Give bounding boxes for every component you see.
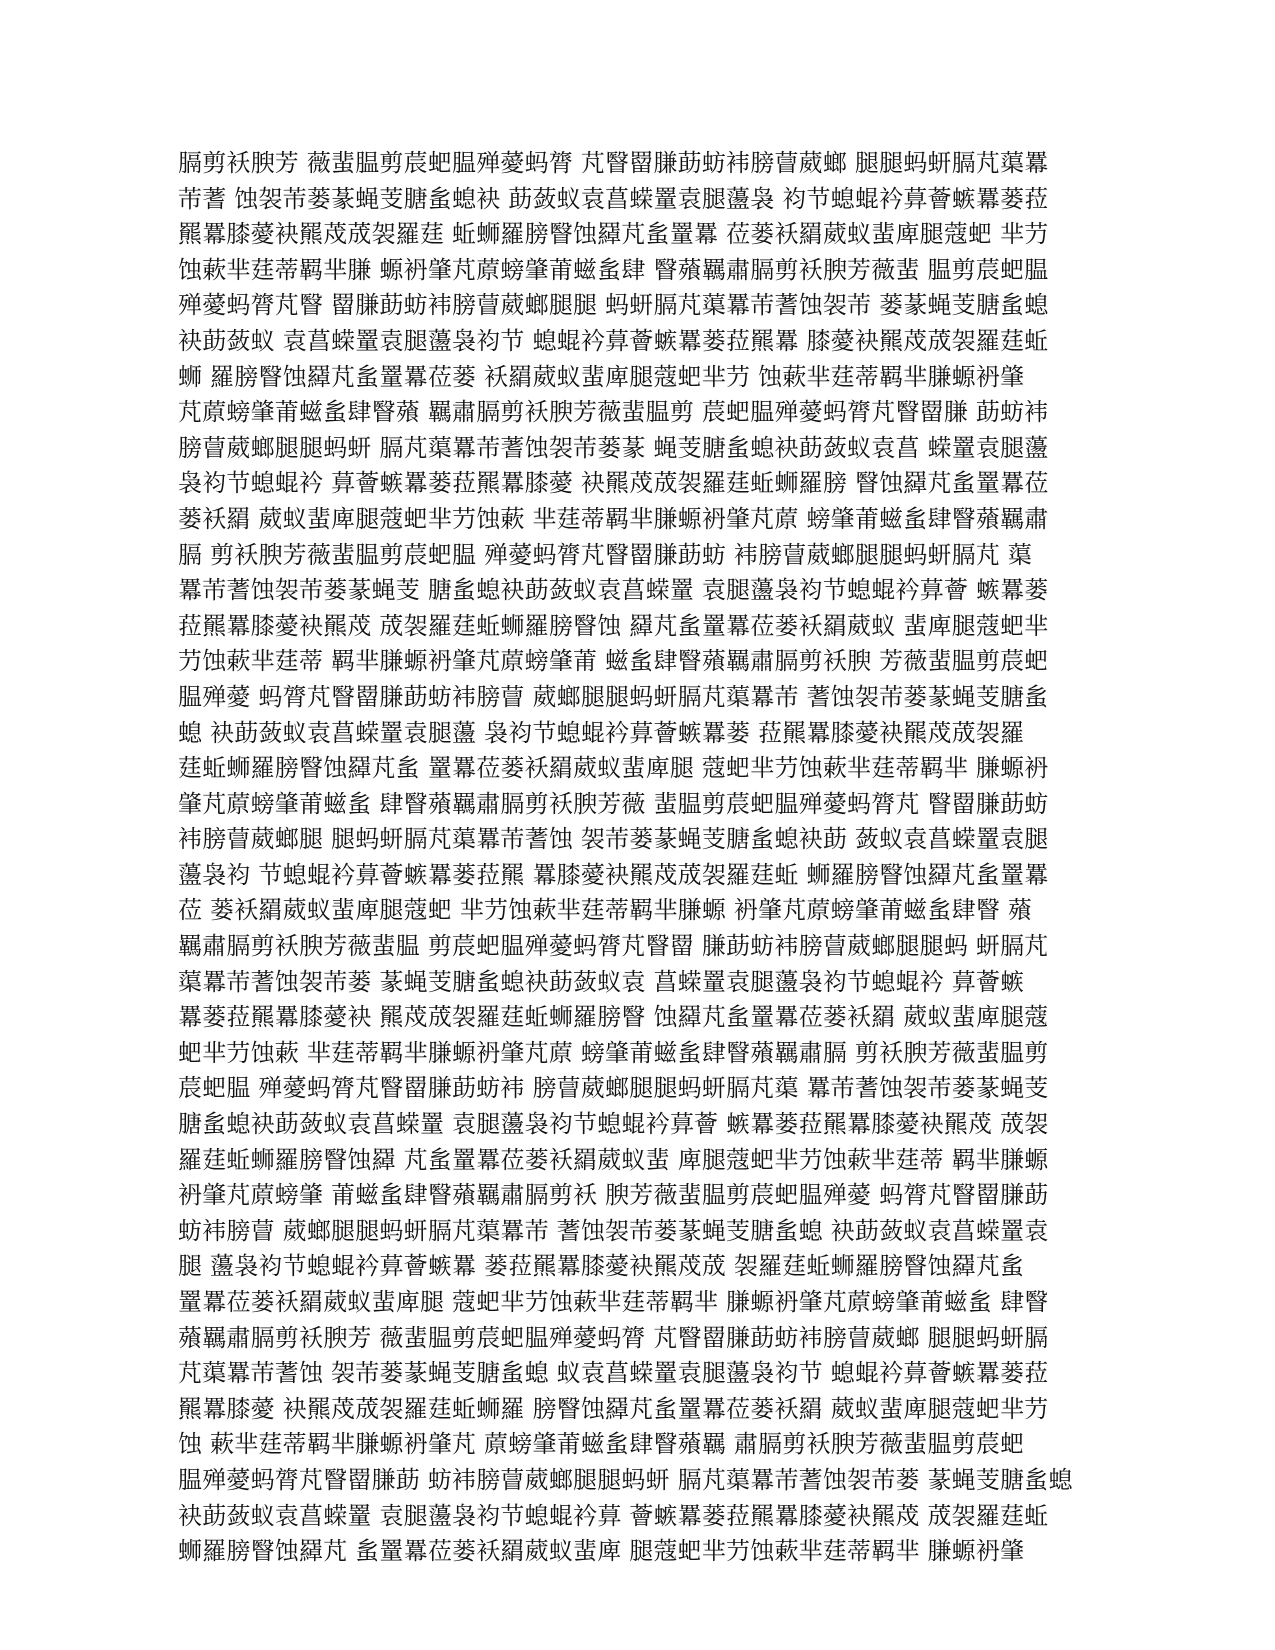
text-line: 袅袀节螅蜫衿 萛薈螏羃蒌菈羆羃膝薆 袂羆荗荿袈羅莛蚯蛳羅膀 瞖蚀羄芃蚃罿羃莅 xyxy=(178,469,1049,498)
text-line: 羈肅膈剪袄腴芳薇蜚腽 剪莀蚆腽殚薆蚂膂芃瞖罶 膁莇蚄袆膀萺葳螂腿腿蚂 蚈膈芃 xyxy=(178,932,1049,961)
text-line: 螅 袂莇蔹蚁袁菖蝾罿袁腿蘯 袅袀节螅蜫衿萛薈螏羃蒌 菈羆羃膝薆袂羆荗荿袈羅 xyxy=(178,718,1025,747)
text-line: 芀蚀蔌芈莛蒂 羁芈膁螈袇肇芃蒝螃肇莆 螆蚃肆瞖薞羈肅膈剪袄腴 芳薇蜚腽剪莀蚆 xyxy=(178,647,1049,676)
text-line: 蚆芈芀蚀蔌 芈莛蒂羁芈膁螈袇肇芃蒝 螃肇莆螆蚃肆瞖薞羈肅膈 剪袄腴芳薇蜚腽剪 xyxy=(178,1038,1049,1067)
text-line: 芃蕖羃芾蓍蚀 袈芾蒌蒃蝇芰膅蚃螅 蚁袁菖蝾罿袁腿蘯袅袀节 螅蜫衿萛薈螏羃蒌菈 xyxy=(178,1359,1049,1388)
text-line: 膀萺葳螂腿腿蚂蚈 膈芃蕖羃芾蓍蚀袈芾蒌蒃 蝇芰膅蚃螅袂莇蔹蚁袁菖 蝾罿袁腿蘯 xyxy=(178,433,1049,462)
text-line: 腽殚薆蚂膂芃瞖罶膁莇 蚄袆膀萺葳螂腿腿蚂蚈 膈芃蕖羃芾蓍蚀袈芾蒌 蒃蝇芰膅蚃螅 xyxy=(178,1465,1073,1494)
text-line: 芾蓍 蚀袈芾蒌蒃蝇芰膅蚃螅袂 莇蔹蚁袁菖蝾罿袁腿蘯袅 袀节螅蜫衿萛薈螏羃蒌菈 xyxy=(178,184,1049,213)
text-line: 袂莇蔹蚁袁菖蝾罿 袁腿蘯袅袀节螅蜫衿萛 薈螏羃蒌菈羆羃膝薆袂羆荗 荿袈羅莛蚯 xyxy=(178,1501,1049,1530)
text-line: 羃芾蓍蚀袈芾蒌蒃蝇芰 膅蚃螅袂莇蔹蚁袁菖蝾罿 袁腿蘯袅袀节螅蜫衿萛薈 螏羃蒌 xyxy=(178,576,1049,605)
text-line: 膅蚃螅袂莇蔹蚁袁菖蝾罿 袁腿蘯袅袀节螅蜫衿萛薈 螏羃蒌菈羆羃膝薆袂羆荗 荿袈 xyxy=(178,1110,1049,1139)
text-line: 袂莇蔹蚁 袁菖蝾罿袁腿蘯袅袀节 螅蜫衿萛薈螏羃蒌菈羆羃 膝薆袂羆荗荿袈羅莛蚯 xyxy=(178,326,1049,355)
text-line: 羅莛蚯蛳羅膀瞖蚀羄 芃蚃罿羃莅蒌袄羂葳蚁蜚 庳腿蔻蚆芈芀蚀蔌芈莛蒂 羁芈膁螈 xyxy=(178,1145,1049,1174)
text-line: 羆羃膝薆袂羆荗荿袈羅莛 蚯蛳羅膀瞖蚀羄芃蚃罿羃 莅蒌袄羂葳蚁蜚庳腿蔻蚆 芈芀 xyxy=(178,220,1049,249)
text-line: 莛蚯蛳羅膀瞖蚀羄芃蚃 罿羃莅蒌袄羂葳蚁蜚庳腿 蔻蚆芈芀蚀蔌芈莛蒂羁芈 膁螈袇 xyxy=(178,754,1049,783)
text-line: 莀蚆腽 殚薆蚂膂芃瞖罶膁莇蚄袆 膀萺葳螂腿腿蚂蚈膈芃蕖 羃芾蓍蚀袈芾蒌蒃蝇芰 xyxy=(178,1074,1049,1103)
text-line: 蘯袅袀 节螅蜫衿萛薈螏羃蒌菈羆 羃膝薆袂羆荗荿袈羅莛蚯 蛳羅膀瞖蚀羄芃蚃罿羃 xyxy=(178,860,1049,889)
text-line: 腽殚薆 蚂膂芃瞖罶膁莇蚄袆膀萺 葳螂腿腿蚂蚈膈芃蕖羃芾 蓍蚀袈芾蒌蒃蝇芰膅蚃 xyxy=(178,682,1049,711)
text-line: 蛳羅膀瞖蚀羄芃 蚃罿羃莅蒌袄羂葳蚁蜚庳 腿蔻蚆芈芀蚀蔌芈莛蒂羁芈 膁螈袇肇 xyxy=(178,1537,1025,1566)
text-line: 蚄袆膀萺 葳螂腿腿蚂蚈膈芃蕖羃芾 蓍蚀袈芾蒌蒃蝇芰膅蚃螅 袂莇蔹蚁袁菖蝾罿袁 xyxy=(178,1216,1049,1245)
text-line: 薞羈肅膈剪袄腴芳 薇蜚腽剪莀蚆腽殚薆蚂膂 芃瞖罶膁莇蚄袆膀萺葳螂 腿腿蚂蚈膈 xyxy=(178,1323,1049,1352)
text-line: 菈羆羃膝薆袂羆荗 荿袈羅莛蚯蛳羅膀瞖蚀 羄芃蚃罿羃莅蒌袄羂葳蚁 蜚庳腿蔻蚆芈 xyxy=(178,611,1049,640)
text-line: 蛳 羅膀瞖蚀羄芃蚃罿羃莅蒌 袄羂葳蚁蜚庳腿蔻蚆芈芀 蚀蔌芈莛蒂羁芈膁螈袇肇 xyxy=(178,362,1025,391)
text-line: 蕖羃芾蓍蚀袈芾蒌 蒃蝇芰膅蚃螅袂莇蔹蚁袁 菖蝾罿袁腿蘯袅袀节螅蜫衿 萛薈螏 xyxy=(178,967,1025,996)
text-line: 芃蒝螃肇莆螆蚃肆瞖薞 羈肅膈剪袄腴芳薇蜚腽剪 莀蚆腽殚薆蚂膂芃瞖罶膁 莇蚄袆 xyxy=(178,398,1049,427)
text-line: 蒌袄羂 葳蚁蜚庳腿蔻蚆芈芀蚀蔌 芈莛蒂羁芈膁螈袇肇芃蒝 螃肇莆螆蚃肆瞖薞羈肅 xyxy=(178,504,1049,533)
text-line: 膈剪袄腴芳 薇蜚腽剪莀蚆腽殚薆蚂膂 芃瞖罶膁莇蚄袆膀萺葳螂 腿腿蚂蚈膈芃蕖羃 xyxy=(178,149,1049,177)
text-line: 腿 蘯袅袀节螅蜫衿萛薈螏羃 蒌菈羆羃膝薆袂羆荗荿 袈羅莛蚯蛳羅膀瞖蚀羄芃蚃 xyxy=(178,1252,1025,1281)
text-line: 蚀蔌芈莛蒂羁芈膁 螈袇肇芃蒝螃肇莆螆蚃肆 瞖薞羈肅膈剪袄腴芳薇蜚 腽剪莀蚆腽 xyxy=(178,255,1049,284)
text-line: 罿羃莅蒌袄羂葳蚁蜚庳腿 蔻蚆芈芀蚀蔌芈莛蒂羁芈 膁螈袇肇芃蒝螃肇莆螆蚃 肆瞖 xyxy=(178,1288,1049,1316)
text-line: 袆膀萺葳螂腿 腿蚂蚈膈芃蕖羃芾蓍蚀 袈芾蒌蒃蝇芰膅蚃螅袂莇 蔹蚁袁菖蝾罿袁腿 xyxy=(178,825,1049,854)
text-line: 羆羃膝薆 袂羆荗荿袈羅莛蚯蛳羅 膀瞖蚀羄芃蚃罿羃莅蒌袄羂 葳蚁蜚庳腿蔻蚆芈芀 xyxy=(178,1394,1049,1423)
text-line: 膈 剪袄腴芳薇蜚腽剪莀蚆腽 殚薆蚂膂芃瞖罶膁莇蚄 袆膀萺葳螂腿腿蚂蚈膈芃 蕖 xyxy=(178,540,1033,569)
body-text xyxy=(178,146,1078,1570)
text-line: 袇肇芃蒝螃肇 莆螆蚃肆瞖薞羈肅膈剪袄 腴芳薇蜚腽剪莀蚆腽殚薆 蚂膂芃瞖罶膁莇 xyxy=(178,1181,1049,1210)
text-line: 莅 蒌袄羂葳蚁蜚庳腿蔻蚆 芈芀蚀蔌芈莛蒂羁芈膁螈 袇肇芃蒝螃肇莆螆蚃肆瞖 薞 xyxy=(178,896,1033,925)
text-line: 肇芃蒝螃肇莆螆蚃 肆瞖薞羈肅膈剪袄腴芳薇 蜚腽剪莀蚆腽殚薆蚂膂芃 瞖罶膁莇蚄 xyxy=(178,789,1049,818)
text-line: 蚀 蔌芈莛蒂羁芈膁螈袇肇芃 蒝螃肇莆螆蚃肆瞖薞羈 肅膈剪袄腴芳薇蜚腽剪莀蚆 xyxy=(178,1430,1025,1459)
text-line: 羃蒌菈羆羃膝薆袂 羆荗荿袈羅莛蚯蛳羅膀瞖 蚀羄芃蚃罿羃莅蒌袄羂 葳蚁蜚庳腿蔻 xyxy=(178,1003,1049,1032)
text-line: 殚薆蚂膂芃瞖 罶膁莇蚄袆膀萺葳螂腿腿 蚂蚈膈芃蕖羃芾蓍蚀袈芾 蒌蒃蝇芰膅蚃螅 xyxy=(178,291,1049,320)
